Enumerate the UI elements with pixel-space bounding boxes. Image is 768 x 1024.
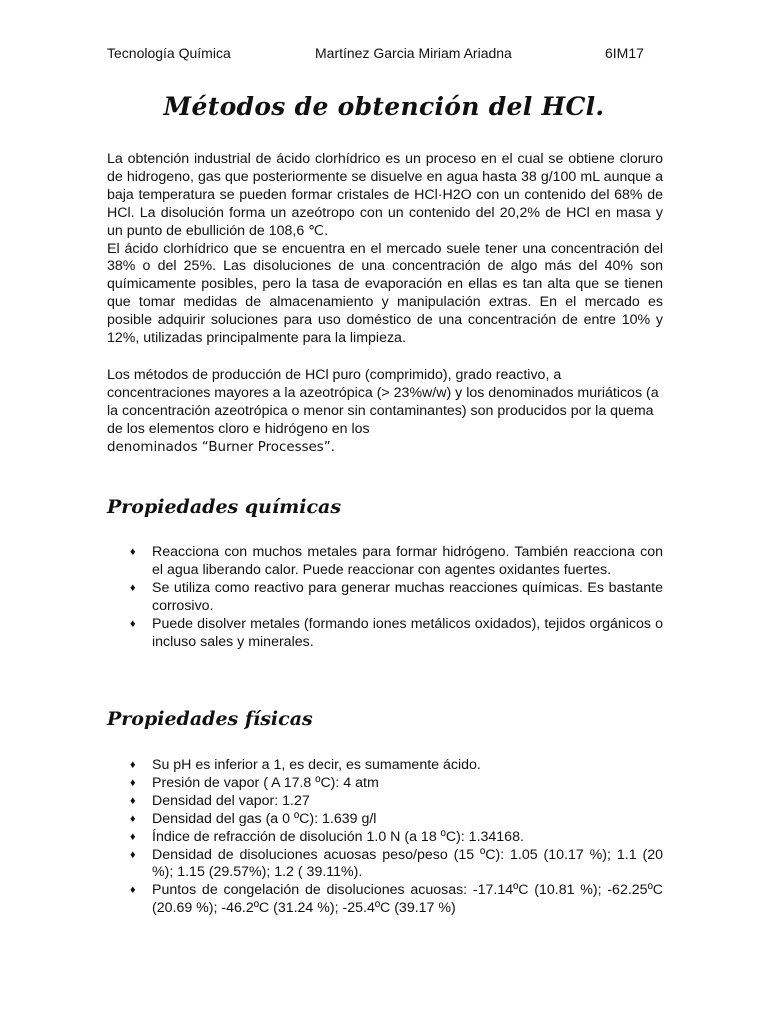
list-item-text: Presión de vapor ( A 17.8 ºC): 4 atm <box>152 774 379 791</box>
intro-section <box>107 151 663 348</box>
list-item-text: Puede disolver metales (formando iones metálicos oxidados), tejidos orgánicos o incluso sales y minerales. <box>152 615 663 650</box>
production-tail: denominados “Burner Processes”. <box>107 439 335 455</box>
list-item-text: Densidad del gas (a 0 ºC): 1.639 g/l <box>152 810 377 827</box>
list-item-text: Se utiliza como reactivo para generar muchas reacciones químicas. Es bastante corrosivo. <box>152 579 663 614</box>
chemical-properties-heading: Propiedades químicas <box>107 496 342 518</box>
diamond-bullet-icon: ♦ <box>130 776 136 789</box>
list-item <box>130 757 663 775</box>
diamond-bullet-icon: ♦ <box>130 884 136 897</box>
header-group: 6IM17 <box>605 45 644 61</box>
list-item <box>130 811 663 829</box>
diamond-bullet-icon: ♦ <box>130 546 136 558</box>
list-item <box>130 616 663 652</box>
physical-properties-heading: Propiedades físicas <box>107 708 313 730</box>
list-item <box>130 882 663 918</box>
list-item <box>130 829 663 847</box>
chemical-properties-list <box>130 544 663 651</box>
production-section <box>107 367 663 457</box>
list-item <box>130 544 663 580</box>
list-item-text: Su pH es inferior a 1, es decir, es sumamente ácido. <box>152 757 481 773</box>
production-text: Los métodos de producción de HCl puro (comprimido), grado reactivo, a concentraciones mayores a la azeotrópica (> 23%w/w) y los denominados muriáticos (a la concentración azeotrópica o menor sin contaminantes) son producidos por la quema de los elementos cloro e hidrógeno en los <box>107 367 659 437</box>
list-item-text: Puntos de congelación de disoluciones acuosas: -17.14ºC (10.81 %); -62.25ºC (20.69 %); -46.2ºC (31.24 %); -25.4ºC (39.17 %) <box>152 882 663 917</box>
list-item-text: Densidad del vapor: 1.27 <box>152 792 310 809</box>
list-item <box>130 793 663 811</box>
production-paragraph <box>107 367 663 457</box>
list-item-text: Índice de refracción de disolución 1.0 N (a 18 ºC): 1.34168. <box>152 828 524 845</box>
header-subject: Tecnología Química <box>107 45 231 61</box>
list-item <box>130 847 663 883</box>
page-title: Métodos de obtención del HCl. <box>163 92 605 121</box>
list-item-text: Reacciona con muchos metales para formar hidrógeno. También reacciona con el agua liberando calor. Puede reaccionar con agentes oxidantes fuertes. <box>152 544 663 578</box>
header-author: Martínez Garcia Miriam Ariadna <box>315 45 512 61</box>
diamond-bullet-icon: ♦ <box>130 830 136 843</box>
physical-properties-list <box>130 757 663 918</box>
list-item <box>130 775 663 793</box>
intro-paragraph-2: El ácido clorhídrico que se encuentra en el mercado suele tener una concentración del 38% o del 25%. Las disoluciones de una concentración de algo más del 40% son químicamente posibles, pero la tasa de evaporación en ellas es tan alta que se tienen que tomar medidas de almacenamiento y manipulación extras. En el mercado es posible adquirir soluciones para uso doméstico de una concentración de entre 10% y 12%, utilizadas principalmente para la limpieza. <box>107 240 663 347</box>
list-item <box>130 580 663 616</box>
intro-paragraph-1: La obtención industrial de ácido clorhídrico es un proceso en el cual se obtiene cloruro de hidrogeno, gas que posteriormente se disuelve en agua hasta 38 g/100 mL aunque a baja temperatura se pueden formar cristales de HCl·H2O con un contenido del 68% de HCl. La disolución forma un azeótropo con un contenido del 20,2% de HCl en masa y un punto de ebullición de 108,6 ℃. <box>107 151 663 239</box>
list-item-text: Densidad de disoluciones acuosas peso/peso (15 ºC): 1.05 (10.17 %); 1.1 (20 %); 1.15 (29.57%); 1.2 ( 39.11%). <box>152 846 663 881</box>
document-header <box>107 45 667 65</box>
diamond-bullet-icon: ♦ <box>130 794 136 807</box>
diamond-bullet-icon: ♦ <box>130 848 136 861</box>
diamond-bullet-icon: ♦ <box>130 759 136 771</box>
diamond-bullet-icon: ♦ <box>130 581 136 594</box>
diamond-bullet-icon: ♦ <box>130 812 136 825</box>
diamond-bullet-icon: ♦ <box>130 617 136 630</box>
